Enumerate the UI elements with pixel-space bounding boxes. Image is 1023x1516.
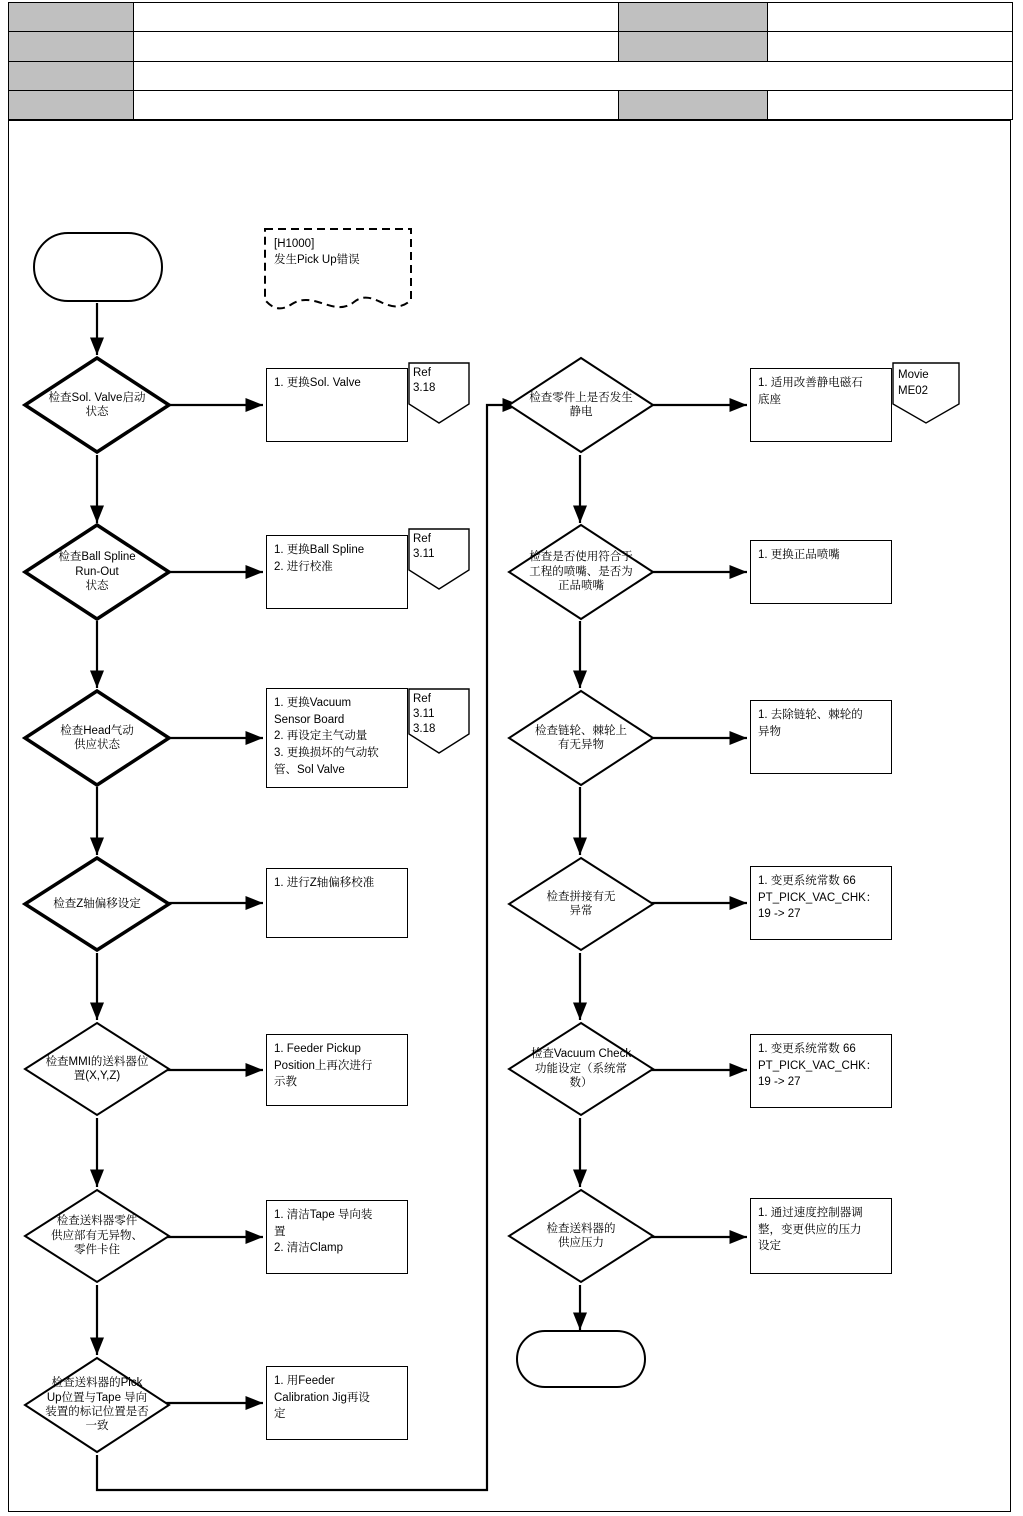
- action-replace-sol-valve[interactable]: [266, 368, 408, 442]
- action-text: 1. 去除链轮、棘轮的 异物: [758, 709, 863, 738]
- movie-label: Movie ME02: [898, 369, 929, 398]
- decision-label: 检查Vacuum Check 功能设定（系统常 数）: [530, 1048, 632, 1090]
- action-change-system-constant-66-b[interactable]: [750, 1034, 892, 1108]
- action-adjust-supply-pressure[interactable]: [750, 1198, 892, 1274]
- decision-check-sprocket-foreign-object[interactable]: [506, 688, 656, 788]
- action-feeder-pickup-teach[interactable]: [266, 1034, 408, 1106]
- start-terminator: [33, 232, 163, 302]
- action-text: 1. 适用改善静电磁石 底座: [758, 377, 863, 406]
- action-apply-antistatic-magnet-base[interactable]: [750, 368, 892, 442]
- decision-check-feeder-supply-pressure[interactable]: [506, 1187, 656, 1285]
- action-text: 1. 更换Sol. Valve: [274, 377, 361, 389]
- action-text: 1. 进行Z轴偏移校准: [274, 877, 375, 889]
- action-text: 1. 变更系统常数 66 PT_PICK_VAC_CHK： 19 -> 27: [758, 875, 878, 921]
- decision-label: 检查Sol. Valve启动 状态: [48, 391, 146, 418]
- decision-label: 检查链轮、棘轮上 有无异物: [535, 724, 627, 751]
- ref-box-2: [408, 528, 470, 590]
- ref-text: Ref 3.11 3.18: [413, 693, 436, 735]
- decision-check-splicing[interactable]: [506, 855, 656, 953]
- action-text: 1. Feeder Pickup Position上再次进行 示教: [274, 1043, 373, 1089]
- action-remove-sprocket-foreign-object[interactable]: [750, 700, 892, 774]
- action-replace-vacuum-sensor-board[interactable]: [266, 688, 408, 788]
- decision-label: 检查Ball Spline Run-Out 状态: [58, 551, 136, 593]
- ref-box-3: [408, 688, 470, 754]
- movie-reference: [892, 362, 960, 424]
- action-text: 1. 清洁Tape 导向装 置 2. 清洁Clamp: [274, 1209, 373, 1255]
- action-text: 1. 更换正品喷嘴: [758, 549, 840, 561]
- decision-label: 检查送料器的 供应压力: [546, 1222, 616, 1249]
- decision-check-static-electricity[interactable]: [506, 355, 656, 455]
- decision-label: 检查Head气动 供应状态: [60, 724, 134, 751]
- action-replace-genuine-nozzle[interactable]: [750, 540, 892, 604]
- decision-label: 检查送料器零件 供应部有无异物、 零件卡住: [51, 1215, 143, 1257]
- decision-check-head-air[interactable]: [22, 688, 172, 788]
- action-text: 1. 更换Ball Spline 2. 进行校准: [274, 544, 365, 573]
- decision-check-pickup-vs-tape-guide[interactable]: [22, 1355, 172, 1455]
- ref-box-1: [408, 362, 470, 424]
- action-clean-tape-guide[interactable]: [266, 1200, 408, 1274]
- decision-check-nozzle-genuine[interactable]: [506, 522, 656, 622]
- action-feeder-calibration-jig[interactable]: [266, 1366, 408, 1440]
- action-text: 1. 通过速度控制器调 整，变更供应的压力 设定: [758, 1207, 863, 1253]
- action-text: 1. 变更系统常数 66 PT_PICK_VAC_CHK： 19 -> 27: [758, 1043, 878, 1089]
- action-text: 1. 用Feeder Calibration Jig再设 定: [274, 1375, 370, 1421]
- ref-text: Ref 3.11: [413, 533, 435, 560]
- decision-check-feeder-part-supply[interactable]: [22, 1187, 172, 1285]
- end-terminator: [516, 1330, 646, 1388]
- decision-check-mmi-feeder-position[interactable]: [22, 1020, 172, 1118]
- decision-label: 检查Z轴偏移设定: [53, 897, 141, 910]
- decision-check-z-offset[interactable]: [22, 855, 172, 953]
- decision-check-sol-valve[interactable]: [22, 355, 172, 455]
- action-change-system-constant-66-a[interactable]: [750, 866, 892, 940]
- decision-label: 检查MMI的送料器位 置(X,Y,Z): [45, 1055, 149, 1082]
- action-z-offset-calibration[interactable]: [266, 868, 408, 938]
- decision-label: 检查拼接有无 异常: [546, 890, 616, 917]
- decision-check-ball-spline[interactable]: [22, 522, 172, 622]
- decision-label: 检查是否使用符合于 工程的喷嘴、是否为 正品喷嘴: [529, 551, 633, 593]
- action-replace-ball-spline[interactable]: [266, 535, 408, 609]
- decision-check-vacuum-check-setting[interactable]: [506, 1020, 656, 1118]
- decision-label: 检查送料器的Pick Up位置与Tape 导向 装置的标记位置是否 一致: [45, 1377, 149, 1433]
- note-document: [264, 228, 412, 314]
- action-text: 1. 更换Vacuum Sensor Board 2. 再设定主气动量 3. 更换损坏的气动软 管、Sol Valve: [274, 697, 379, 776]
- ref-text: Ref 3.18: [413, 367, 436, 394]
- note-text: [H1000] 发生Pick Up错误: [274, 238, 360, 267]
- decision-label: 检查零件上是否发生 静电: [529, 391, 633, 418]
